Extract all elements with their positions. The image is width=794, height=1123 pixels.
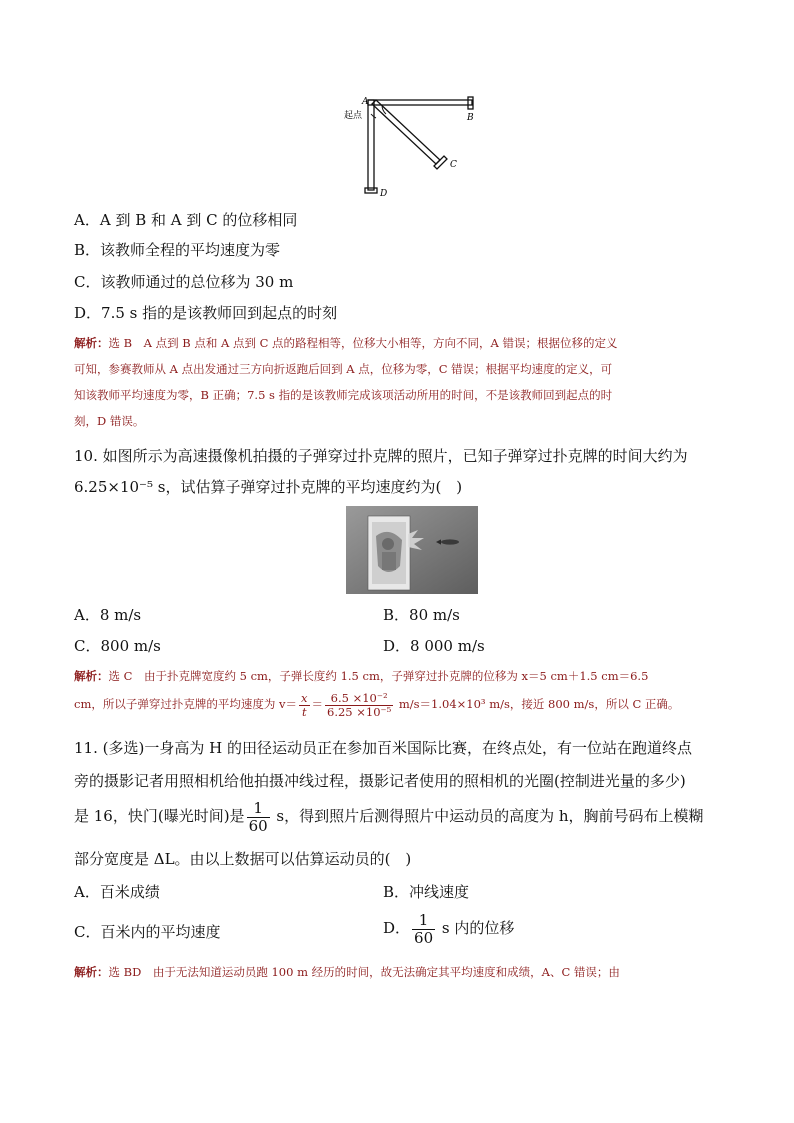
q10-option-a: A．8 m/s [74,606,142,624]
q11-option-a: A．百米成绩 [74,883,160,901]
q11-stem-line-4: 部分宽度是 ΔL。由以上数据可以估算运动员的( ) [74,850,412,868]
fraction-shutter: $\frac{1}{60}$ [248,799,268,835]
q11-option-c: C．百米内的平均速度 [74,923,221,941]
q11-analysis-line-1: 解析：选 BD 由于无法知道运动员跑 100 m 经历的时间，故无法确定其平均速度和成绩，A、C 错误；由 [74,965,620,979]
q10-analysis-line-2: cm，所以子弹穿过扑克牌的平均速度为 v＝ $\frac{x}{t}$ ＝ $\frac{\text{6.5 ×10⁻²}}{\text{6.25 ×10⁻⁵}}$ m/s＝1.04×10³ m/s，接近 800 m/s，所以 C 正确。 [74,691,680,719]
track-diagram [340,92,490,202]
q9-option-a: A．A 到 B 和 A 到 C 的位移相同 [74,211,298,229]
q10-analysis-line-1: 解析：选 C 由于扑克牌宽度约 5 cm，子弹长度约 1.5 cm，子弹穿过扑克牌的位移为 x＝5 cm＋1.5 cm＝6.5 [74,669,649,683]
label-start: 起点 [344,111,363,121]
q11-stem-line-3: 是 16，快门(曝光时间)是 $\frac{1}{60}$ s，得到照片后测得照片中运动员的高度为 h，胸前号码布上模糊 [74,799,704,835]
label-d: D [380,189,388,199]
q10-option-c: C．800 m/s [74,637,161,655]
label-a: A [362,97,369,107]
q10-option-d: D．8 000 m/s [383,637,485,655]
label-c: C [450,160,457,170]
fraction-x-over-t: $\frac{x}{t}$ [301,691,308,719]
q9-option-c: C．该教师通过的总位移为 30 m [74,273,294,291]
q11-option-b: B．冲线速度 [383,883,470,901]
bullet-card-photo [346,506,478,594]
q9-option-b: B．该教师全程的平均速度为零 [74,241,281,259]
fraction-option-d: $\frac{1}{60}$ [414,911,434,947]
q9-analysis-line-4: 刻，D 错误。 [74,414,145,428]
q11-stem-line-2: 旁的摄影记者用照相机给他拍摄冲线过程，摄影记者使用的照相机的光圈(控制进光量的多少) [74,772,686,790]
q9-option-d: D．7.5 s 指的是该教师回到起点的时刻 [74,304,338,322]
fraction-values: $\frac{\text{6.5 ×10⁻²}}{\text{6.25 ×10⁻⁵}}$ [327,691,392,719]
q11-stem-line-1: 11. (多选)一身高为 H 的田径运动员正在参加百米国际比赛，在终点处，有一位站在跑道终点 [74,739,692,757]
label-b: B [467,113,474,123]
q10-stem-line-2: 6.25×10⁻⁵ s，试估算子弹穿过扑克牌的平均速度约为( ) [74,478,463,496]
q9-analysis-line-1: 解析：选 B A 点到 B 点和 A 点到 C 点的路程相等，位移大小相等，方向不同，A 错误；根据位移的定义 [74,336,618,350]
q11-option-d: D． $\frac{1}{60}$ s 内的位移 [383,911,515,947]
q10-stem-line-1: 10. 如图所示为高速摄像机拍摄的子弹穿过扑克牌的照片，已知子弹穿过扑克牌的时间大约为 [74,447,688,465]
q9-analysis-line-2: 可知，参赛教师从 A 点出发通过三方向折返跑后回到 A 点，位移为零，C 错误；根据平均速度的定义，可 [74,362,613,376]
q10-option-b: B．80 m/s [383,606,460,624]
q9-analysis-line-3: 知该教师平均速度为零，B 正确；7.5 s 指的是该教师完成该项活动所用的时间，不是该教师回到起点的时 [74,388,613,402]
